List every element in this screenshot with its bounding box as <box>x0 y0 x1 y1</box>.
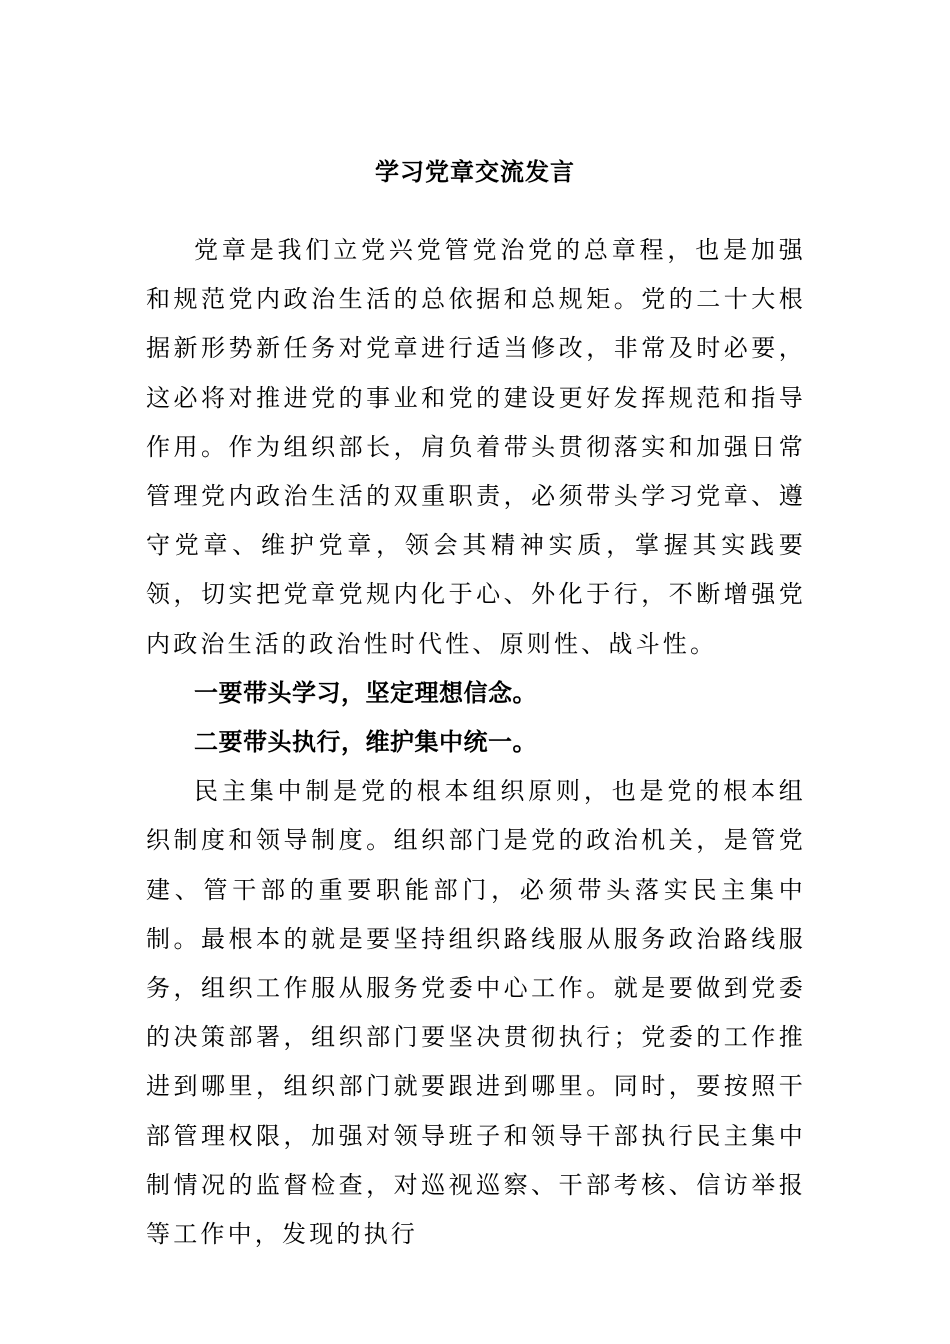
section-heading-1: 一要带头学习，坚定理想信念。 <box>194 678 537 707</box>
document-body <box>146 226 806 1259</box>
section-heading-2: 二要带头执行，维护集中统一。 <box>194 728 537 757</box>
intro-paragraph: 党章是我们立党兴党管党治党的总章程，也是加强和规范党内政治生活的总依据和总规矩。党的二十大根据新形势新任务对党章进行适当修改，非常及时必要，这必将对推进党的事业和党的建设更好发挥规范和指导作用。作为组织部长，肩负着带头贯彻落实和加强日常管理党内政治生活的双重职责，必须带头学习党章、遵守党章、维护党章，领会其精神实质，掌握其实践要领，切实把党章党规内化于心、外化于行，不断增强党内政治生活的政治性时代性、原则性、战斗性。 <box>146 236 806 658</box>
section-2-paragraph: 民主集中制是党的根本组织原则，也是党的根本组织制度和领导制度。组织部门是党的政治机关，是管党建、管干部的重要职能部门，必须带头落实民主集中制。最根本的就是要坚持组织路线服从服务政治路线服务，组织工作服从服务党委中心工作。就是要做到党委的决策部署，组织部门要坚决贯彻执行；党委的工作推进到哪里，组织部门就要跟进到哪里。同时，要按照干部管理权限，加强对领导班子和领导干部执行民主集中制情况的监督检查，对巡视巡察、干部考核、信访举报等工作中，发现的执行 <box>146 777 806 1249</box>
page-title: 学习党章交流发言 <box>375 157 575 186</box>
